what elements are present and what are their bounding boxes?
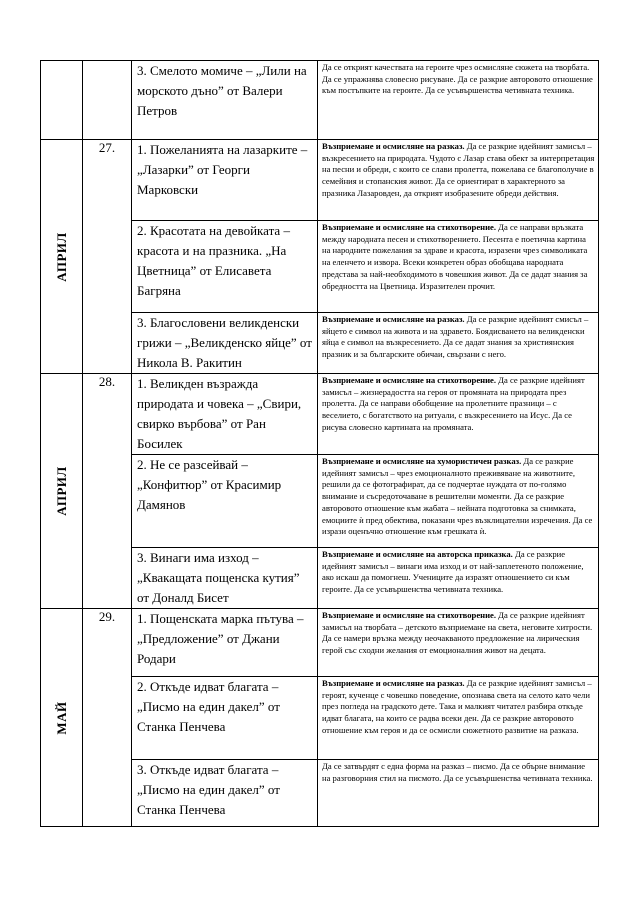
lesson-description bbox=[318, 609, 599, 677]
lesson-description-text: Да се разкрие идейният замисъл – възкресението на природата. Чудото с Лазар става обект за интерпретация на песни и обреди, с които се слави пролетта, пожелава се благополучие в семейния и стопанския живот. Да се ориентират в характерното за празника Лазаровден, да открият изобразените обреди действия. bbox=[322, 141, 595, 198]
lesson-description bbox=[318, 374, 599, 455]
lesson-type: Възприемане и осмисляне на разказ. bbox=[322, 678, 465, 688]
week-number: 28. bbox=[98, 374, 116, 389]
lesson-type: Възприемане и осмисляне на хумористичен разказ. bbox=[322, 456, 522, 466]
week-number-cell bbox=[83, 140, 132, 374]
month-cell bbox=[41, 374, 83, 609]
lesson-description-text: Да се разкрие идейният замисъл – чрез емоционалното преживяване на животните, решили да се фотографират, да се подчертае нуждата от по-голямо внимание и съсредоточаване в решителни моменти. Да се разкрие авторовото отношение към жабата – нейната подготовка за снимката, емоциите ѝ пред обектива, показани чрез възклицателни изречения. Да се изрази оценъчно отношение към грешката ѝ. bbox=[322, 456, 593, 537]
lesson-topic: 3. Смелото момиче – „Лили на морското дъно” от Валери Петров bbox=[132, 61, 318, 140]
month-label: АПРИЛ bbox=[53, 231, 69, 282]
table-row bbox=[41, 61, 599, 140]
lesson-description-text: Да се разкрие идейният замисъл на творбата – детското възприемане на света, неговите хитрости. Да се намери връзка между неочакваното предложение на лирическия герой със сходни желания от емоционалния живот на децата. bbox=[322, 610, 593, 656]
lesson-description-text: Да се затвърдят с една форма на разказ – писмо. Да се обърне внимание на разговорния стил на писмото. Да се усъвършенства четивната техника. bbox=[322, 761, 593, 783]
lesson-description bbox=[318, 760, 599, 827]
month-label: АПРИЛ bbox=[53, 466, 69, 516]
lesson-description bbox=[318, 677, 599, 760]
lesson-type: Възприемане и осмисляне на разказ. bbox=[322, 314, 465, 324]
lesson-type: Възприемане и осмисляне на стихотворение. bbox=[322, 610, 497, 620]
week-number: 29. bbox=[98, 609, 116, 624]
lesson-type: Възприемане и осмисляне на авторска приказка. bbox=[322, 549, 513, 559]
month-cell bbox=[41, 609, 83, 827]
lesson-description bbox=[318, 221, 599, 313]
lesson-description-text: Да се направи връзката между народната песен и стихотворението. Песента е поетична картина на народните пожелания за здраве и красота, изразени чрез символиката на еленчето и извора. Всеки конкретен образ обобщава народната представа за най-необходимото в човешкия живот. Да се дадат знания за обредността на Цветница. Изразителен прочит. bbox=[322, 222, 588, 291]
lesson-type: Възприемане и осмисляне на разказ. bbox=[322, 141, 465, 151]
week-number-cell bbox=[83, 374, 132, 609]
lesson-description-text: Да се открият качествата на героите чрез осмисляне сюжета на творбата. Да се упражнява словесно рисуване. Да се разкрие авторовото отношение към постъпките на героите. Да се усъвършенства четивната техника. bbox=[322, 62, 593, 96]
lesson-topic: 3. Откъде идват благата – „Писмо на един дакел” от Станка Пенчева bbox=[132, 760, 318, 827]
week-number-cell bbox=[83, 609, 132, 827]
month-cell bbox=[41, 140, 83, 374]
lesson-topic: 1. Великден възражда природата и човека – „Свири, свирко върбова” от Ран Босилек bbox=[132, 374, 318, 455]
lesson-description-text: Да се разкрие идейният смисъл – яйцето е символ на живота и на здравето. Боядисването на великденски яйца е символ на възкресението. Да се дадат знания за християнския празник и за българските обичаи, свързани с него. bbox=[322, 314, 589, 360]
lesson-description bbox=[318, 313, 599, 374]
lesson-topic: 2. Не се разсейвай – „Конфитюр” от Красимир Дамянов bbox=[132, 455, 318, 548]
lesson-description bbox=[318, 140, 599, 221]
month-label: МАЙ bbox=[53, 700, 69, 735]
week-cell-empty bbox=[83, 61, 132, 140]
lesson-description bbox=[318, 61, 599, 140]
week-number: 27. bbox=[98, 140, 116, 155]
lesson-description bbox=[318, 548, 599, 609]
lesson-topic: 3. Винаги има изход – „Квакащата пощенска кутия” от Доналд Бисет bbox=[132, 548, 318, 609]
lesson-topic: 2. Откъде идват благата – „Писмо на един дакел” от Станка Пенчева bbox=[132, 677, 318, 760]
lesson-topic: 3. Благословени великденски грижи – „Великденско яйце” от Никола В. Ракитин bbox=[132, 313, 318, 374]
lesson-topic: 1. Пощенската марка пътува – „Предложение” от Джани Родари bbox=[132, 609, 318, 677]
table-row bbox=[41, 374, 599, 455]
lesson-topic: 1. Пожеланията на лазарките – „Лазарки” от Георги Марковски bbox=[132, 140, 318, 221]
lesson-description-text: Да се разкрие идейният замисъл – героят, кученце с човешко поведение, опознава света на селото като чели през погледа на градското дете. Така и малкият читател разбира откъде идват благата, на които се радва всеки ден. Да се разкрие авторовото отношение към героя и да се осмисли сюжетното развитие на разказа. bbox=[322, 678, 592, 735]
lesson-type: Възприемане и осмисляне на стихотворение. bbox=[322, 375, 497, 385]
table-row bbox=[41, 140, 599, 221]
lesson-description-text: Да се разкрие идейният замисъл – винаги има изход и от най-заплетеното положение, ако искаш да помогнеш. Учениците да изразят отношението си към героите. Да се усъвършенства четивната техника. bbox=[322, 549, 584, 595]
lesson-plan-table bbox=[40, 60, 599, 827]
lesson-description bbox=[318, 455, 599, 548]
lesson-topic: 2. Красотата на девойката – красота и на празника. „На Цветница” от Елисавета Багряна bbox=[132, 221, 318, 313]
month-cell-empty bbox=[41, 61, 83, 140]
lesson-type: Възприемане и осмисляне на стихотворение. bbox=[322, 222, 497, 232]
table-row bbox=[41, 609, 599, 677]
lesson-description-text: Да се разкрие идейният замисъл – жизнерадостта на героя от промяната на природата през пролетта. Да се направи обобщение на пролетните празници – с веселието, с богатството на ритуали, с възкресението на Исус. Да се рисува словесно картината на промяната. bbox=[322, 375, 585, 432]
